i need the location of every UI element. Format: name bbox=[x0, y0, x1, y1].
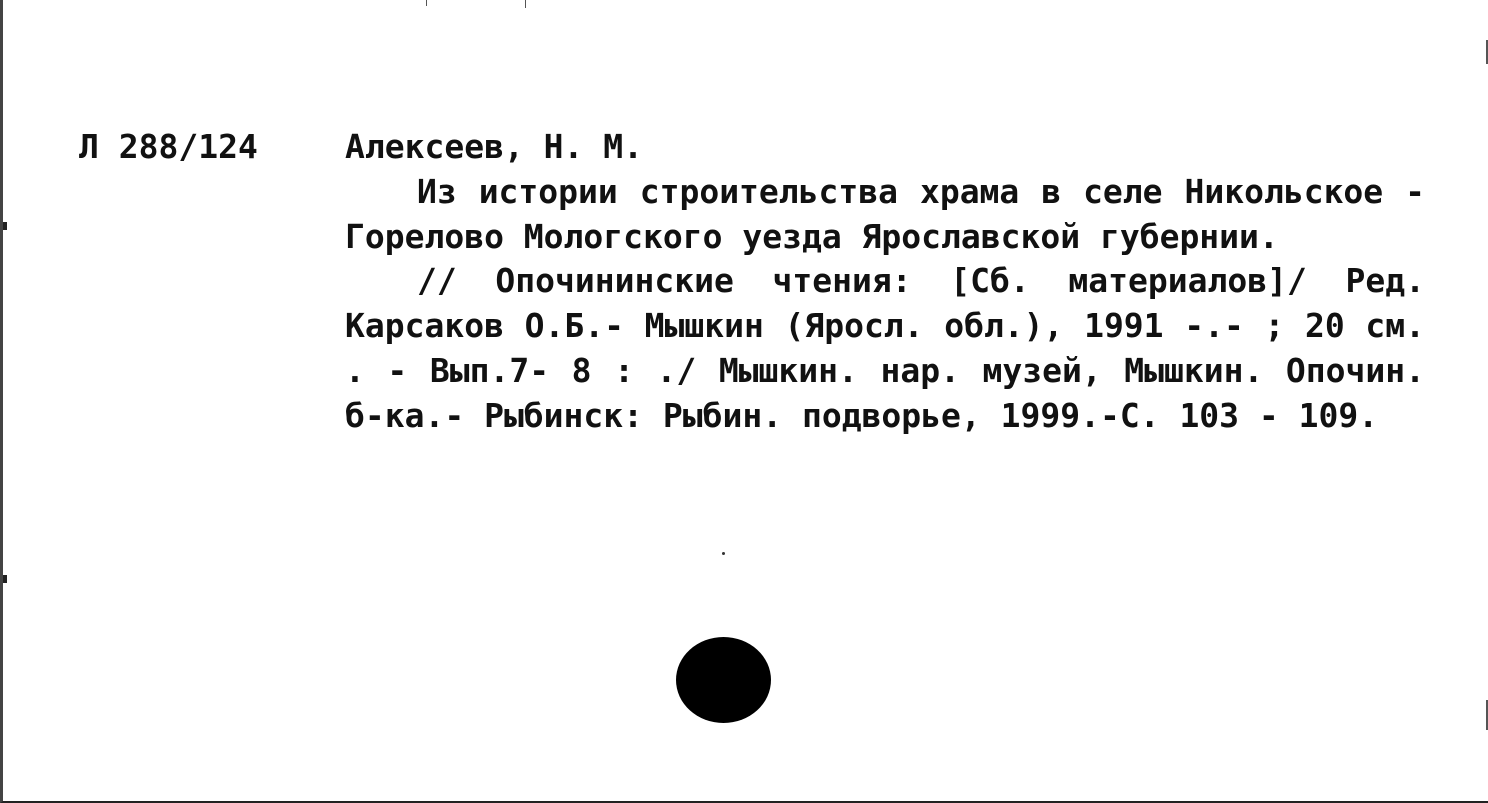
scan-speck bbox=[722, 552, 725, 555]
punch-hole bbox=[676, 637, 771, 723]
author: Алексеев, Н. М. bbox=[345, 127, 644, 166]
scan-mark bbox=[525, 0, 526, 8]
shelfmark: Л 288/124 bbox=[79, 127, 258, 166]
scan-mark bbox=[426, 0, 427, 6]
source-paragraph: // Опочининские чтения: [Сб. материалов]/ Ред. Карсаков О.Б.- Мышкин (Яросл. обл.), 1991 -.- ; 20 см. . - Вып.7- 8 : ./ Мышкин. нар. музей, Мышкин. Опочин. б-ка.- Рыбинск: Рыбин. подворье, 1999.-С. 103 - 109. bbox=[345, 261, 1425, 435]
title-paragraph: Из истории строительства храма в селе Никольское - Горелово Мологского уезда Ярославской губернии. bbox=[345, 171, 1425, 256]
bibliographic-entry bbox=[345, 125, 1425, 439]
scan-mark bbox=[3, 222, 7, 230]
scan-mark bbox=[3, 575, 7, 583]
